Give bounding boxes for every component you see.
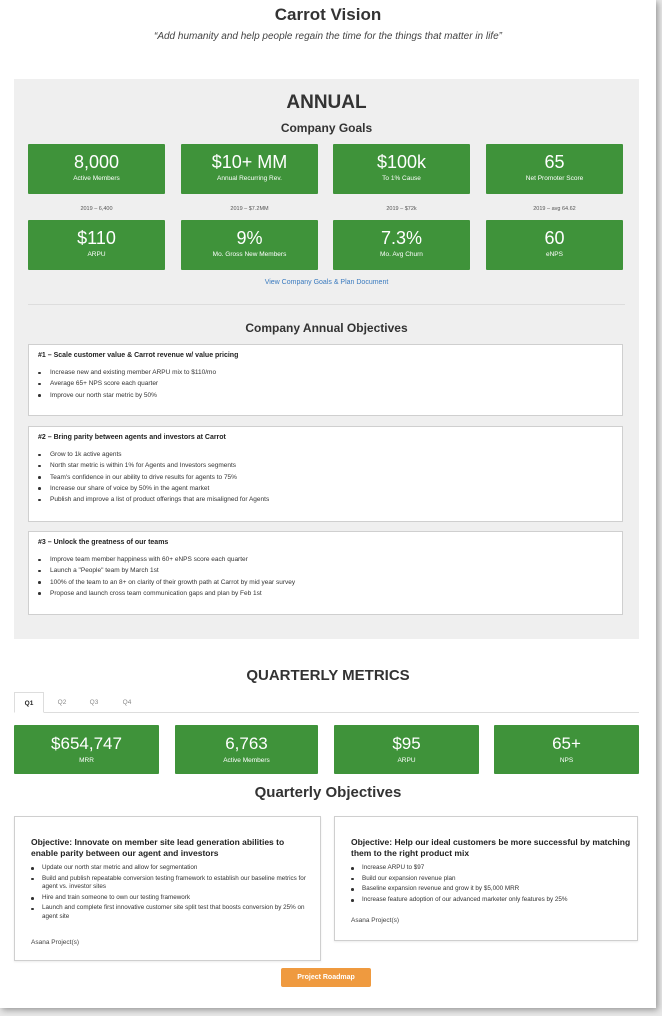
metric-label: MRR	[79, 757, 94, 764]
metric-label: NPS	[559, 757, 574, 764]
goal-value: 8,000	[73, 152, 120, 172]
list-item: Increase feature adoption of our advanced marketer only features by 25%	[351, 896, 631, 905]
quarter-tabs	[14, 692, 639, 713]
annual-objectives-title: Company Annual Objectives	[245, 321, 408, 335]
tab-q4[interactable]: Q4	[122, 699, 132, 706]
goal-label: eNPS	[546, 251, 563, 258]
goal-value: $10+ MM	[211, 152, 288, 172]
goal-tile-arpu	[28, 220, 165, 270]
list-item: 100% of the team to an 8+ on clarity of their growth path at Carrot by mid year survey	[38, 577, 295, 588]
goal-note: 2019 – $72k	[386, 206, 417, 212]
goal-tile-cause	[333, 144, 470, 194]
metric-value: $95	[392, 734, 421, 753]
goal-value: $100k	[376, 152, 427, 172]
project-roadmap-button[interactable]: Project Roadmap	[281, 968, 371, 987]
objective-list	[38, 367, 216, 401]
tab-q2[interactable]: Q2	[57, 699, 67, 706]
quarterly-metrics-title: QUARTERLY METRICS	[246, 667, 410, 684]
vision-title: Carrot Vision	[274, 5, 382, 24]
quarterly-objective-card	[334, 816, 638, 941]
divider	[28, 304, 625, 305]
annual-title: ANNUAL	[286, 92, 367, 113]
goal-label: Mo. Gross New Members	[212, 251, 287, 258]
list-item: Team's confidence in our ability to drive results for agents to 75%	[38, 472, 269, 483]
goal-tile-gross-new	[181, 220, 318, 270]
list-item: Increase our share of voice by 50% in the agent market	[38, 483, 269, 494]
goal-label: ARPU	[87, 251, 106, 258]
metric-tile-arpu	[334, 725, 479, 774]
goal-value: 7.3%	[380, 228, 423, 248]
objective-heading: #3 – Unlock the greatness of our teams	[38, 539, 169, 546]
vision-quote: “Add humanity and help people regain the time for the things that matter in life”	[154, 31, 502, 42]
goal-value: $110	[77, 228, 116, 248]
objective-heading: #1 – Scale customer value & Carrot revenue w/ value pricing	[38, 352, 239, 359]
metric-value: 65+	[552, 734, 581, 753]
metric-value: 6,763	[225, 734, 268, 753]
list-item: Publish and improve a list of product offerings that are misaligned for Agents	[38, 494, 269, 505]
goal-label: To 1% Cause	[382, 175, 421, 182]
objective-heading: #2 – Bring parity between agents and investors at Carrot	[38, 434, 226, 441]
list-item: Grow to 1k active agents	[38, 449, 269, 460]
list-item: Improve team member happiness with 60+ eNPS score each quarter	[38, 554, 295, 565]
annual-objective-card	[28, 426, 623, 522]
annual-objective-card	[28, 531, 623, 615]
annual-objective-card	[28, 344, 623, 416]
list-item: Build and publish repeatable conversion testing framework to establish our baseline metrics for agent vs. investor sites	[31, 875, 311, 892]
company-goals-title: Company Goals	[280, 121, 373, 135]
list-item: North star metric is within 1% for Agents and Investors segments	[38, 460, 269, 471]
quarterly-objective-card	[14, 816, 321, 961]
tab-q1[interactable]: Q1	[14, 692, 44, 713]
metric-value: $654,747	[51, 734, 122, 753]
list-item: Build our expansion revenue plan	[351, 875, 631, 884]
metric-label: ARPU	[397, 757, 416, 764]
list-item: Hire and train someone to own our testing framework	[31, 894, 311, 903]
goal-label: Net Promoter Score	[525, 175, 584, 182]
objective-list	[38, 554, 295, 599]
metric-tile-mrr	[14, 725, 159, 774]
goal-tile-churn	[333, 220, 470, 270]
objective-list	[31, 864, 311, 924]
goal-value: 9%	[236, 228, 263, 248]
list-item: Increase new and existing member ARPU mix to $110/mo	[38, 367, 216, 378]
metric-tile-active-members	[175, 725, 318, 774]
goal-value: 65	[544, 152, 565, 172]
asana-projects-link[interactable]: Asana Project(s)	[351, 917, 400, 924]
objective-list	[351, 864, 631, 906]
goal-value: 60	[544, 228, 565, 248]
list-item: Average 65+ NPS score each quarter	[38, 378, 216, 389]
objective-heading: Objective: Innovate on member site lead generation abilities to enable parity between our agent and investors	[31, 837, 285, 858]
list-item: Update our north star metric and allow for segmentation	[31, 864, 311, 873]
list-item: Propose and launch cross team communication gaps and plan by Feb 1st	[38, 588, 295, 599]
list-item: Improve our north star metric by 50%	[38, 390, 216, 401]
goal-note: 2019 – 6,400	[80, 206, 113, 212]
goal-tile-enps	[486, 220, 623, 270]
list-item: Increase ARPU to $97	[351, 864, 631, 873]
tab-q3[interactable]: Q3	[89, 699, 99, 706]
metric-label: Active Members	[223, 757, 270, 764]
goal-label: Active Members	[73, 175, 120, 182]
goal-tile-arr	[181, 144, 318, 194]
goal-note: 2019 – avg 64.62	[533, 206, 576, 212]
annual-section	[14, 79, 639, 639]
goal-label: Annual Recurring Rev.	[217, 175, 282, 182]
goal-tile-active-members	[28, 144, 165, 194]
goal-note: 2019 – $7.2MM	[230, 206, 269, 212]
list-item: Launch and complete first innovative customer site split test that boosts conversion by 25% on agent site	[31, 904, 311, 921]
goal-tile-nps	[486, 144, 623, 194]
list-item: Launch a "People" team by March 1st	[38, 565, 295, 576]
goals-plan-link[interactable]: View Company Goals & Plan Document	[264, 279, 389, 286]
objective-list	[38, 449, 269, 505]
asana-projects-link[interactable]: Asana Project(s)	[31, 939, 80, 946]
metric-tile-nps	[494, 725, 639, 774]
list-item: Baseline expansion revenue and grow it by $5,000 MRR	[351, 885, 631, 894]
quarterly-objectives-title: Quarterly Objectives	[254, 784, 402, 801]
objective-heading: Objective: Help our ideal customers be more successful by matching them to the right product mix	[351, 837, 631, 858]
goal-label: Mo. Avg Churn	[380, 251, 423, 258]
